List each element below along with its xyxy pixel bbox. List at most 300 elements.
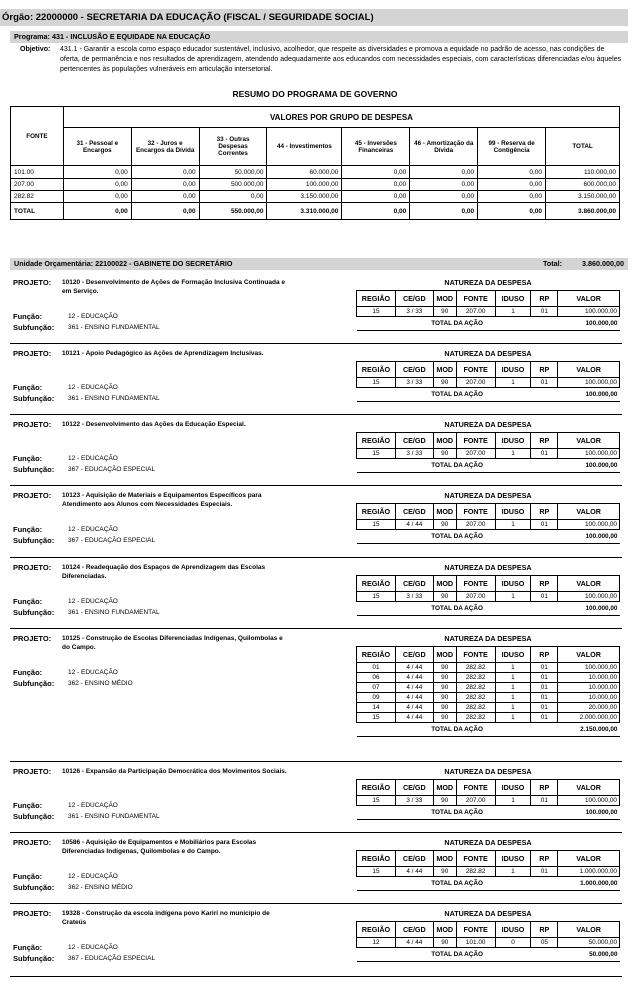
- natureza-col-header: FONTE: [456, 362, 495, 378]
- natureza-cell: 15: [357, 520, 396, 530]
- total-acao-value: 50.000,00: [558, 948, 620, 962]
- natureza-cell: 3 / 33: [395, 592, 433, 602]
- total-acao-value: 100.000,00: [558, 317, 620, 331]
- natureza-col-header: VALOR: [558, 362, 620, 378]
- summary-total-cell: 3.860.000,00: [546, 203, 620, 220]
- summary-col-header: 46 - Amortização da Dívida: [410, 128, 478, 166]
- natureza-col-header: RP: [531, 362, 558, 378]
- natureza-cell: 14: [357, 703, 396, 713]
- project-divider: [10, 343, 622, 344]
- natureza-table: [356, 850, 620, 891]
- natureza-cell: 100.000,00: [558, 520, 620, 530]
- projeto-label: PROJETO:: [13, 278, 52, 287]
- natureza-cell: 01: [531, 592, 558, 602]
- natureza-cell: 01: [531, 378, 558, 388]
- total-acao-row: [357, 602, 620, 616]
- natureza-cell: 4 / 44: [395, 938, 433, 948]
- natureza-cell: 90: [433, 520, 456, 530]
- natureza-cell: 10.000,00: [558, 683, 620, 693]
- natureza-cell: 90: [433, 663, 456, 673]
- natureza-cell: 01: [531, 867, 558, 877]
- natureza-cell: 282.82: [456, 703, 495, 713]
- total-acao-row: [357, 806, 620, 820]
- project-title: 10125 - Construção de Escolas Diferenciadas Indígenas, Quilombolas e do Campo.: [62, 635, 283, 651]
- project-divider: [10, 414, 622, 415]
- subfuncao-label: Subfunção:: [13, 323, 55, 332]
- natureza-row: [357, 449, 620, 459]
- natureza-cell: 01: [531, 449, 558, 459]
- natureza-cell: 3 / 33: [395, 796, 433, 806]
- natureza-cell: 1: [495, 693, 531, 703]
- total-acao-row: [357, 459, 620, 473]
- natureza-col-header: RP: [531, 780, 558, 796]
- natureza-col-header: REGIÃO: [357, 291, 396, 307]
- natureza-title: NATUREZA DA DESPESA: [444, 634, 532, 643]
- project-title: 10124 - Readequação dos Espaços de Aprendizagem das Escolas Diferenciadas.: [62, 564, 266, 580]
- natureza-col-header: CE/GD: [395, 504, 433, 520]
- projeto-label: PROJETO:: [13, 767, 52, 776]
- natureza-cell: 1: [495, 673, 531, 683]
- natureza-cell: 90: [433, 713, 456, 723]
- natureza-col-header: RP: [531, 433, 558, 449]
- project-divider: [10, 485, 622, 486]
- subfuncao-label: Subfunção:: [13, 883, 55, 892]
- natureza-cell: 4 / 44: [395, 693, 433, 703]
- projeto-label: PROJETO:: [13, 563, 52, 572]
- summary-cell: 0,00: [63, 191, 131, 203]
- total-acao-label: TOTAL DA AÇÃO: [357, 317, 558, 331]
- subfuncao-value: 367 - EDUCAÇÃO ESPECIAL: [68, 955, 156, 962]
- natureza-title: NATUREZA DA DESPESA: [444, 349, 532, 358]
- natureza-table: [356, 432, 620, 473]
- subfuncao-label: Subfunção:: [13, 954, 55, 963]
- natureza-cell: 100.000,00: [558, 796, 620, 806]
- natureza-col-header: VALOR: [558, 576, 620, 592]
- natureza-col-header: RP: [531, 504, 558, 520]
- natureza-col-header: REGIÃO: [357, 851, 396, 867]
- natureza-cell: 15: [357, 796, 396, 806]
- natureza-col-header: REGIÃO: [357, 362, 396, 378]
- natureza-cell: 09: [357, 693, 396, 703]
- subfuncao-value: 362 - ENSINO MÉDIO: [68, 680, 133, 687]
- total-acao-label: TOTAL DA AÇÃO: [357, 877, 558, 891]
- natureza-row: [357, 796, 620, 806]
- natureza-cell: 15: [357, 449, 396, 459]
- natureza-cell: 1: [495, 663, 531, 673]
- natureza-cell: 282.82: [456, 683, 495, 693]
- natureza-title: NATUREZA DA DESPESA: [444, 767, 532, 776]
- subfuncao-value: 361 - ENSINO FUNDAMENTAL: [68, 324, 160, 331]
- natureza-cell: 90: [433, 449, 456, 459]
- summary-total-row: [11, 203, 620, 220]
- projeto-label: PROJETO:: [13, 349, 52, 358]
- natureza-col-header: CE/GD: [395, 433, 433, 449]
- funcao-value: 12 - EDUCAÇÃO: [68, 944, 118, 951]
- natureza-col-header: IDUSO: [495, 922, 531, 938]
- total-acao-value: 100.000,00: [558, 602, 620, 616]
- natureza-cell: 1: [495, 449, 531, 459]
- natureza-cell: 207.00: [456, 307, 495, 317]
- summary-row: [11, 191, 620, 203]
- summary-total-cell: 550.000,00: [199, 203, 267, 220]
- project-title: 10122 - Desenvolvimento das Ações da Educação Especial.: [62, 421, 246, 428]
- natureza-col-header: MOD: [433, 922, 456, 938]
- natureza-col-header: MOD: [433, 362, 456, 378]
- natureza-col-header: CE/GD: [395, 362, 433, 378]
- natureza-col-header: IDUSO: [495, 362, 531, 378]
- group-title: VALORES POR GRUPO DE DESPESA: [63, 107, 619, 128]
- summary-cell: 3.150.000,00: [267, 191, 342, 203]
- natureza-cell: 05: [531, 938, 558, 948]
- summary-col-header: 44 - Investimentos: [267, 128, 342, 166]
- summary-col-header: 31 - Pessoal e Encargos: [63, 128, 131, 166]
- natureza-col-header: MOD: [433, 291, 456, 307]
- funcao-label: Função:: [13, 597, 43, 606]
- natureza-title: NATUREZA DA DESPESA: [444, 420, 532, 429]
- total-acao-label: TOTAL DA AÇÃO: [357, 459, 558, 473]
- natureza-cell: 207.00: [456, 592, 495, 602]
- natureza-cell: 4 / 44: [395, 520, 433, 530]
- natureza-cell: 4 / 44: [395, 867, 433, 877]
- summary-cell: 0,00: [342, 179, 410, 191]
- funcao-value: 12 - EDUCAÇÃO: [68, 526, 118, 533]
- natureza-row: [357, 713, 620, 723]
- natureza-cell: 282.82: [456, 663, 495, 673]
- funcao-label: Função:: [13, 668, 43, 677]
- natureza-cell: 01: [531, 683, 558, 693]
- objetivo-label: Objetivo:: [20, 46, 51, 53]
- project-title: 19328 - Construção da escola indígena povo Kariri no município de Crateús: [62, 910, 270, 926]
- natureza-cell: 100.000,00: [558, 663, 620, 673]
- summary-col-header: 45 - Inversões Financeiras: [342, 128, 410, 166]
- total-acao-row: [357, 723, 620, 737]
- summary-cell: 0,00: [410, 179, 478, 191]
- unit-total-value: 3.860.000,00: [582, 259, 624, 268]
- natureza-cell: 100.000,00: [558, 592, 620, 602]
- natureza-col-header: IDUSO: [495, 433, 531, 449]
- natureza-col-header: VALOR: [558, 291, 620, 307]
- natureza-col-header: REGIÃO: [357, 433, 396, 449]
- funcao-label: Função:: [13, 801, 43, 810]
- project-title: 10120 - Desenvolvimento de Ações de Formação Inclusiva Continuada e em Serviço.: [62, 279, 285, 295]
- natureza-row: [357, 378, 620, 388]
- summary-col-header: 99 - Reserva de Contigência: [478, 128, 546, 166]
- natureza-col-header: REGIÃO: [357, 504, 396, 520]
- projeto-label: PROJETO:: [13, 491, 52, 500]
- natureza-row: [357, 592, 620, 602]
- total-acao-row: [357, 317, 620, 331]
- total-acao-value: 2.150.000,00: [558, 723, 620, 737]
- natureza-cell: 15: [357, 867, 396, 877]
- total-acao-value: 1.000.000,00: [558, 877, 620, 891]
- natureza-table: [356, 646, 620, 737]
- unit-label: Unidade Orçamentária: 22100022 - GABINETE DO SECRETÁRIO: [14, 259, 233, 268]
- summary-total-cell: 0,00: [131, 203, 199, 220]
- summary-total-label: TOTAL: [11, 203, 64, 220]
- natureza-cell: 1: [495, 520, 531, 530]
- natureza-row: [357, 938, 620, 948]
- natureza-cell: 4 / 44: [395, 703, 433, 713]
- natureza-cell: 90: [433, 938, 456, 948]
- natureza-cell: 1: [495, 378, 531, 388]
- natureza-cell: 01: [531, 520, 558, 530]
- natureza-cell: 10.000,00: [558, 693, 620, 703]
- summary-fonte: 101.00: [11, 166, 64, 179]
- summary-cell: 0,00: [63, 179, 131, 191]
- project-title: 10123 - Aquisição de Materiais e Equipamentos Específicos para Atendimento aos Alunos com Necessidades Especiais.: [62, 492, 262, 508]
- natureza-col-header: MOD: [433, 647, 456, 663]
- summary-col-header: 33 - Outras Despesas Correntes: [199, 128, 267, 166]
- summary-cell: 0,00: [410, 191, 478, 203]
- funcao-label: Função:: [13, 383, 43, 392]
- natureza-row: [357, 520, 620, 530]
- total-acao-row: [357, 530, 620, 544]
- natureza-cell: 282.82: [456, 673, 495, 683]
- natureza-cell: 100.000,00: [558, 307, 620, 317]
- natureza-table: [356, 921, 620, 962]
- summary-col-header: TOTAL: [546, 128, 620, 166]
- natureza-col-header: REGIÃO: [357, 647, 396, 663]
- project-divider: [10, 976, 622, 977]
- natureza-title: NATUREZA DA DESPESA: [444, 909, 532, 918]
- natureza-cell: 01: [531, 713, 558, 723]
- subfuncao-label: Subfunção:: [13, 536, 55, 545]
- objetivo-text: 431.1 - Garantir a escola como espaço educador sustentável, inclusivo, acolhedor, que respeite as diversidades e promova a equidade no padrão de acesso, nas condições de oferta, de permanência e nos resultados de aprendizagem, atendendo adequadamente aos educandos com necessidades especiais, com características diferenciadas e/ou àqueles pertencentes às populações vulneráveis em articulação intersetorial.: [60, 46, 622, 73]
- natureza-cell: 01: [531, 673, 558, 683]
- natureza-col-header: RP: [531, 922, 558, 938]
- total-acao-value: 100.000,00: [558, 388, 620, 402]
- funcao-value: 12 - EDUCAÇÃO: [68, 455, 118, 462]
- total-acao-label: TOTAL DA AÇÃO: [357, 948, 558, 962]
- natureza-cell: 90: [433, 307, 456, 317]
- natureza-col-header: MOD: [433, 780, 456, 796]
- subfuncao-value: 361 - ENSINO FUNDAMENTAL: [68, 609, 160, 616]
- natureza-col-header: RP: [531, 647, 558, 663]
- summary-cell: 0,00: [410, 166, 478, 179]
- natureza-cell: 0: [495, 938, 531, 948]
- projeto-label: PROJETO:: [13, 420, 52, 429]
- summary-total-cell: 0,00: [478, 203, 546, 220]
- natureza-col-header: RP: [531, 291, 558, 307]
- subfuncao-value: 362 - ENSINO MÉDIO: [68, 884, 133, 891]
- summary-cell: 0,00: [478, 166, 546, 179]
- natureza-cell: 01: [531, 703, 558, 713]
- funcao-value: 12 - EDUCAÇÃO: [68, 384, 118, 391]
- summary-fonte: 282.82: [11, 191, 64, 203]
- natureza-cell: 15: [357, 713, 396, 723]
- summary-total-cell: 0,00: [410, 203, 478, 220]
- summary-cell: 0,00: [342, 166, 410, 179]
- project-divider: [10, 903, 622, 904]
- summary-row: [11, 179, 620, 191]
- natureza-cell: 4 / 44: [395, 683, 433, 693]
- natureza-cell: 1: [495, 867, 531, 877]
- natureza-cell: 20.000,00: [558, 703, 620, 713]
- natureza-cell: 3 / 33: [395, 449, 433, 459]
- natureza-col-header: FONTE: [456, 780, 495, 796]
- natureza-cell: 1: [495, 703, 531, 713]
- natureza-col-header: REGIÃO: [357, 576, 396, 592]
- natureza-row: [357, 683, 620, 693]
- natureza-cell: 4 / 44: [395, 713, 433, 723]
- subfuncao-label: Subfunção:: [13, 679, 55, 688]
- natureza-cell: 90: [433, 867, 456, 877]
- summary-cell: 0,00: [63, 166, 131, 179]
- natureza-cell: 07: [357, 683, 396, 693]
- objetivo: [10, 45, 622, 75]
- project-divider: [10, 628, 622, 629]
- natureza-cell: 282.82: [456, 867, 495, 877]
- project-divider: [10, 832, 622, 833]
- funcao-label: Função:: [13, 872, 43, 881]
- total-acao-label: TOTAL DA AÇÃO: [357, 388, 558, 402]
- natureza-col-header: RP: [531, 851, 558, 867]
- natureza-cell: 3 / 33: [395, 378, 433, 388]
- summary-cell: 0,00: [131, 179, 199, 191]
- summary-cell: 0,00: [478, 179, 546, 191]
- natureza-col-header: VALOR: [558, 433, 620, 449]
- summary-cell: 0,00: [199, 191, 267, 203]
- natureza-cell: 207.00: [456, 449, 495, 459]
- total-acao-row: [357, 948, 620, 962]
- natureza-col-header: MOD: [433, 851, 456, 867]
- natureza-cell: 207.00: [456, 378, 495, 388]
- natureza-row: [357, 307, 620, 317]
- summary-total-cell: 0,00: [342, 203, 410, 220]
- natureza-table: [356, 361, 620, 402]
- natureza-col-header: FONTE: [456, 647, 495, 663]
- funcao-label: Função:: [13, 525, 43, 534]
- natureza-table: [356, 779, 620, 820]
- project-divider: [10, 557, 622, 558]
- subfuncao-label: Subfunção:: [13, 394, 55, 403]
- natureza-col-header: VALOR: [558, 851, 620, 867]
- natureza-col-header: VALOR: [558, 647, 620, 663]
- summary-row: [11, 166, 620, 179]
- natureza-cell: 207.00: [456, 520, 495, 530]
- natureza-col-header: IDUSO: [495, 291, 531, 307]
- total-acao-label: TOTAL DA AÇÃO: [357, 602, 558, 616]
- natureza-cell: 01: [357, 663, 396, 673]
- total-acao-label: TOTAL DA AÇÃO: [357, 530, 558, 544]
- natureza-cell: 15: [357, 307, 396, 317]
- natureza-col-header: REGIÃO: [357, 922, 396, 938]
- summary-table: [10, 106, 620, 220]
- orgao-header: Órgão: 22000000 - SECRETARIA DA EDUCAÇÃO (FISCAL / SEGURIDADE SOCIAL): [0, 9, 628, 26]
- summary-cell: 100.000,00: [267, 179, 342, 191]
- summary-cell: 110.000,00: [546, 166, 620, 179]
- natureza-cell: 90: [433, 378, 456, 388]
- summary-cell: 50.000,00: [199, 166, 267, 179]
- natureza-title: NATUREZA DA DESPESA: [444, 491, 532, 500]
- funcao-value: 12 - EDUCAÇÃO: [68, 669, 118, 676]
- summary-cell: 0,00: [342, 191, 410, 203]
- natureza-cell: 1.000.000,00: [558, 867, 620, 877]
- summary-col-header: 32 - Juros e Encargos da Dívida: [131, 128, 199, 166]
- natureza-row: [357, 867, 620, 877]
- summary-total-cell: 0,00: [63, 203, 131, 220]
- natureza-cell: 90: [433, 693, 456, 703]
- natureza-col-header: FONTE: [456, 433, 495, 449]
- natureza-cell: 90: [433, 796, 456, 806]
- projeto-label: PROJETO:: [13, 634, 52, 643]
- natureza-cell: 282.82: [456, 693, 495, 703]
- natureza-cell: 06: [357, 673, 396, 683]
- natureza-cell: 90: [433, 592, 456, 602]
- natureza-cell: 12: [357, 938, 396, 948]
- total-acao-row: [357, 388, 620, 402]
- natureza-col-header: FONTE: [456, 922, 495, 938]
- funcao-label: Função:: [13, 454, 43, 463]
- subfuncao-value: 367 - EDUCAÇÃO ESPECIAL: [68, 537, 156, 544]
- natureza-col-header: IDUSO: [495, 504, 531, 520]
- natureza-cell: 2.000.000,00: [558, 713, 620, 723]
- natureza-col-header: MOD: [433, 504, 456, 520]
- natureza-cell: 100.000,00: [558, 449, 620, 459]
- summary-cell: 0,00: [131, 166, 199, 179]
- projeto-label: PROJETO:: [13, 909, 52, 918]
- natureza-table: [356, 575, 620, 616]
- natureza-title: NATUREZA DA DESPESA: [444, 563, 532, 572]
- natureza-cell: 01: [531, 796, 558, 806]
- total-acao-label: TOTAL DA AÇÃO: [357, 806, 558, 820]
- summary-cell: 0,00: [131, 191, 199, 203]
- natureza-cell: 90: [433, 673, 456, 683]
- subfuncao-label: Subfunção:: [13, 465, 55, 474]
- resumo-title: RESUMO DO PROGRAMA DE GOVERNO: [232, 89, 398, 99]
- natureza-cell: 15: [357, 378, 396, 388]
- funcao-value: 12 - EDUCAÇÃO: [68, 598, 118, 605]
- natureza-col-header: FONTE: [456, 291, 495, 307]
- natureza-col-header: CE/GD: [395, 922, 433, 938]
- natureza-col-header: FONTE: [456, 851, 495, 867]
- subfuncao-label: Subfunção:: [13, 608, 55, 617]
- natureza-row: [357, 663, 620, 673]
- natureza-cell: 1: [495, 683, 531, 693]
- natureza-col-header: IDUSO: [495, 647, 531, 663]
- summary-cell: 60.000,00: [267, 166, 342, 179]
- funcao-value: 12 - EDUCAÇÃO: [68, 802, 118, 809]
- natureza-cell: 1: [495, 796, 531, 806]
- natureza-row: [357, 693, 620, 703]
- fonte-header: FONTE: [11, 107, 64, 166]
- natureza-col-header: FONTE: [456, 504, 495, 520]
- project-divider: [10, 761, 622, 762]
- funcao-value: 12 - EDUCAÇÃO: [68, 873, 118, 880]
- programa-header: Programa: 431 - INCLUSÃO E EQUIDADE NA EDUCAÇÃO: [10, 31, 628, 43]
- total-acao-row: [357, 877, 620, 891]
- summary-cell: 0,00: [478, 191, 546, 203]
- natureza-cell: 01: [531, 307, 558, 317]
- total-acao-label: TOTAL DA AÇÃO: [357, 723, 558, 737]
- total-acao-value: 100.000,00: [558, 806, 620, 820]
- natureza-cell: 4 / 44: [395, 663, 433, 673]
- natureza-cell: 4 / 44: [395, 673, 433, 683]
- natureza-row: [357, 673, 620, 683]
- funcao-label: Função:: [13, 312, 43, 321]
- natureza-table: [356, 290, 620, 331]
- project-title: 10121 - Apoio Pedagógico às Ações de Aprendizagem Inclusivas.: [62, 350, 264, 357]
- summary-cell: 3.150.000,00: [546, 191, 620, 203]
- total-acao-value: 100.000,00: [558, 459, 620, 473]
- summary-total-cell: 3.310.000,00: [267, 203, 342, 220]
- natureza-col-header: CE/GD: [395, 576, 433, 592]
- natureza-title: NATUREZA DA DESPESA: [444, 278, 532, 287]
- natureza-cell: 50.000,00: [558, 938, 620, 948]
- total-acao-value: 100.000,00: [558, 530, 620, 544]
- natureza-col-header: VALOR: [558, 922, 620, 938]
- natureza-cell: 207.00: [456, 796, 495, 806]
